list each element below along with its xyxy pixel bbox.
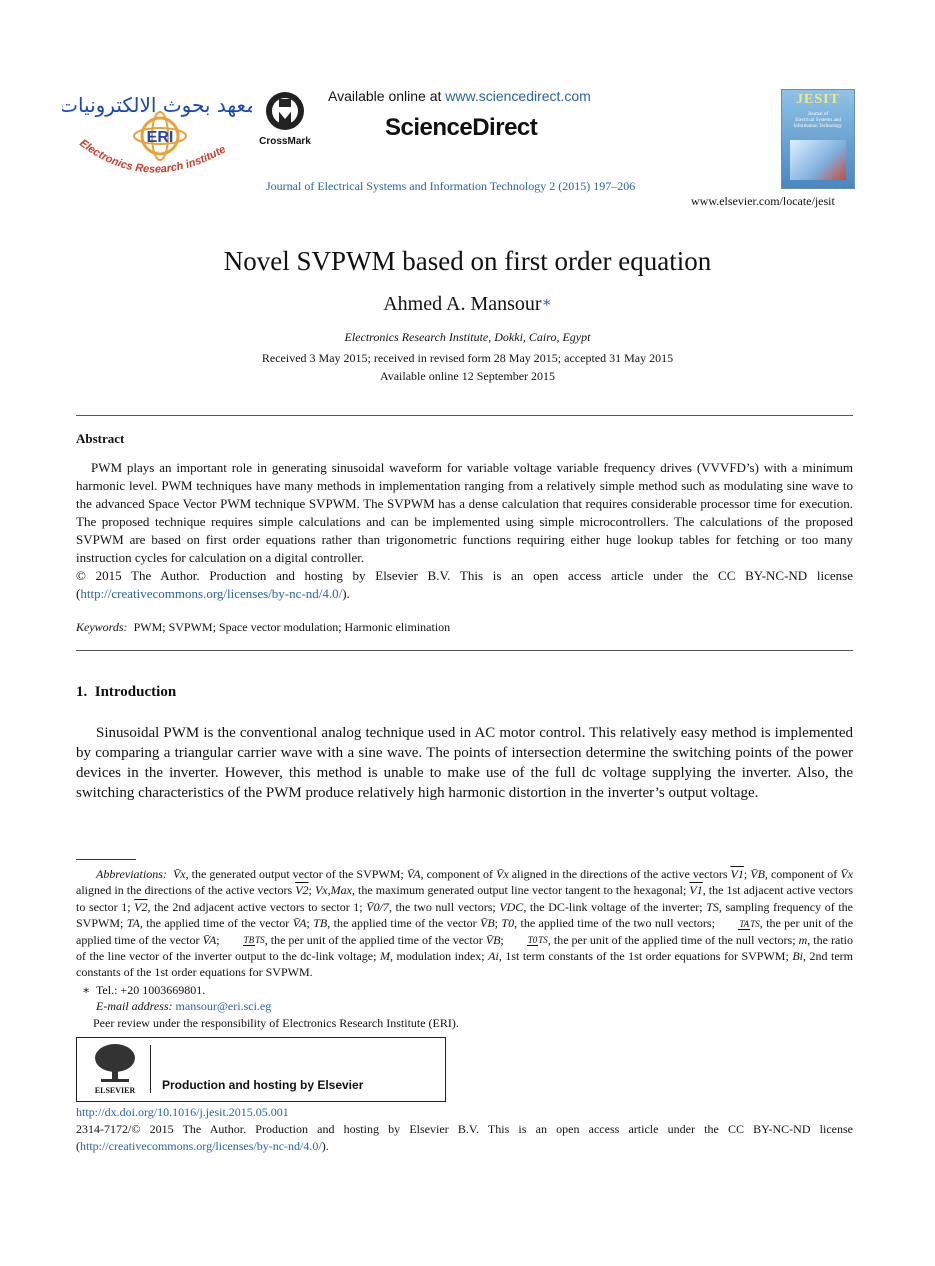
issn-license-open: ( xyxy=(76,1139,80,1153)
sciencedirect-link[interactable]: www.sciencedirect.com xyxy=(445,88,591,104)
abbrev-text: aligned in the directions of the active vectors xyxy=(76,883,296,898)
abbrev-sym: TS xyxy=(706,899,719,914)
author-name: Ahmed A. Mansour xyxy=(383,293,542,315)
abbrev-text: , the DC-link voltage of the inverter; xyxy=(523,899,707,914)
abbrev-sym: V̄B xyxy=(750,867,765,881)
abbrev-text: , the 2nd adjacent active vectors to sector 1; xyxy=(147,899,367,914)
keywords-label: Keywords: xyxy=(76,620,128,634)
abbrev-text: , 2nd term constants of the 1st order equations for SVPWM. xyxy=(76,949,853,980)
abbrev-text: , modulation index; xyxy=(389,949,489,964)
journal-citation[interactable]: Journal of Electrical Systems and Information Technology 2 (2015) 197–206 xyxy=(266,179,636,193)
abbrev-text: , the ratio of the line vector of the inverter output to the dc-link voltage; xyxy=(76,932,853,964)
abbrev-text: , the two null vectors; xyxy=(388,899,500,914)
crossmark-icon xyxy=(261,89,309,133)
abbrev-text: ; xyxy=(216,932,223,947)
cover-line-1: Journal of xyxy=(807,112,829,117)
issn-license-link[interactable]: http://creativecommons.org/licenses/by-nc-nd/4.0/ xyxy=(80,1139,322,1153)
abbrev-text: aligned in the directions of the active vectors xyxy=(508,867,731,881)
issn-license-close: ). xyxy=(321,1139,329,1153)
abbrev-sym: V2 xyxy=(295,883,309,898)
abbrev-sym: V̄A xyxy=(202,932,217,947)
abstract-body xyxy=(76,459,853,603)
rule-bottom xyxy=(76,650,853,651)
abbrev-text: ; xyxy=(494,916,502,931)
abbrev-sym: M xyxy=(379,949,390,964)
abbrev-text: , 1st term constants of the 1st order equations for SVPWM; xyxy=(498,949,793,964)
abbrev-sym: V̄0/7 xyxy=(366,899,389,914)
cover-title: JESIT xyxy=(796,92,840,107)
keywords-list: PWM; SVPWM; Space vector modulation; Harmonic elimination xyxy=(133,620,451,634)
institute-arabic-text: معهد بحوث الالكترونيات xyxy=(62,93,252,117)
abbrev-fraction: T0TS xyxy=(527,935,548,946)
email-link[interactable]: mansour@eri.sci.eg xyxy=(175,999,272,1013)
available-online-date: Available online 12 September 2015 xyxy=(379,369,556,383)
footnote-tel: ∗ Tel.: +20 1003669801. xyxy=(82,983,206,997)
abbrev-sym: V̄B xyxy=(479,916,495,931)
institute-logo-text: Electronics Research institute xyxy=(77,137,228,176)
elsevier-tree-icon xyxy=(93,1042,137,1084)
abbrev-text: , the 1st adjacent active vectors to sector 1; xyxy=(76,883,854,914)
abbrev-text: ; xyxy=(306,916,314,931)
abbrev-text: ; xyxy=(743,867,751,881)
abbrev-text: , the applied time of the two null vectors; xyxy=(514,916,719,931)
abbrev-sym: TB xyxy=(313,916,328,931)
abbrev-label: Abbreviations: xyxy=(96,867,167,881)
affiliation: Electronics Research Institute, Dokki, Cairo, Egypt xyxy=(344,330,591,344)
abbrev-sym: V̄A xyxy=(292,916,307,931)
elsevier-logo xyxy=(87,1042,143,1098)
abbrev-text: , the per unit of the applied time of the vector xyxy=(76,916,854,947)
email-label: E-mail address: xyxy=(96,999,173,1013)
institute-logo xyxy=(62,86,252,178)
abbrev-sym: V2 xyxy=(134,899,148,914)
sciencedirect-brand: ScienceDirect xyxy=(385,114,538,141)
elsevier-divider xyxy=(150,1045,151,1093)
abbrev-sym: V̄A xyxy=(406,867,421,881)
abbrev-sym: V1 xyxy=(730,867,744,881)
abstract-heading: Abstract xyxy=(76,431,125,446)
abbrev-text: , the applied time of the vector xyxy=(139,916,293,931)
svg-text:ERI: ERI xyxy=(146,129,174,146)
abstract-license-open: ( xyxy=(76,586,81,601)
abbrev-sym: VDC xyxy=(499,899,524,914)
issn-text: 2314-7172/© 2015 The Author. Production and hosting by Elsevier B.V. This is an open access article under the CC BY-NC-ND license xyxy=(76,1122,853,1136)
institute-logo-graphic xyxy=(62,86,252,178)
issn-line xyxy=(76,1121,853,1155)
footnote-rule xyxy=(76,859,136,860)
abbrev-sym: V̄B xyxy=(485,932,501,947)
abbrev-text: , the per unit of the applied time of the null vectors; xyxy=(547,932,799,947)
elsevier-label: ELSEVIER xyxy=(94,1086,136,1095)
abstract-text: PWM plays an important role in generating sinusoidal waveform for variable voltage variable frequency drives (VVVFD’s) with a minimum harmonic level. PWM techniques have many methods in implementation ranging from a relatively simple method such as modulating sine wave to the advanced Space Vector PWM technique SVPWM. The SVPWM has a dense calculation that requires considerable processor time for execution. The proposed technique requires simple calculations and can be implemented using simple microcontrollers. The calculations of the proposed SVPWM are based on first order equations rather than trigonometric functions requiring either huge lookup tables for fetching or too many instruction cycles for calculation on a digital controller. xyxy=(76,460,853,565)
elsevier-box xyxy=(76,1037,446,1102)
section-heading: 1. Introduction xyxy=(76,684,177,700)
article-title: Novel SVPWM based on first order equation xyxy=(223,246,712,276)
abbrev-text: , sampling frequency of the SVPWM; xyxy=(76,899,853,931)
crossmark-badge[interactable] xyxy=(256,89,314,147)
abbrev-sym: TA xyxy=(126,916,140,931)
author-footnote-mark[interactable]: ∗ xyxy=(541,295,552,311)
author-line xyxy=(0,293,935,316)
abbrev-fraction: TBTS xyxy=(243,935,265,946)
journal-cover xyxy=(781,89,855,189)
section-body: Sinusoidal PWM is the conventional analog technique used in AC motor control. This relatively easy method is implemented by comparing a triangular carrier wave with a sine wave. The points of intersection determine the switching points of the power devices in the inverter. However, this method is unable to make use of the full dc voltage supplying the inverter. Also, the switching characteristics of the PWM produce relatively high harmonic distortion in the inverter’s output voltage. xyxy=(76,725,853,801)
abbreviations xyxy=(76,866,853,981)
abbrev-text: , component of xyxy=(420,867,496,881)
abbrev-sym: V̄x xyxy=(172,867,186,881)
available-online xyxy=(328,88,591,104)
abstract-license-close: ). xyxy=(342,586,350,601)
abbrev-fraction: TATS xyxy=(739,918,760,929)
doi-link[interactable]: http://dx.doi.org/10.1016/j.jesit.2015.05.001 xyxy=(76,1105,289,1119)
abbrev-text: ; xyxy=(500,932,507,947)
abbrev-sym: T0 xyxy=(501,916,515,931)
rule-top xyxy=(76,415,853,416)
abbrev-sym: V̄x xyxy=(496,867,509,881)
abbrev-sym: Vx,Max xyxy=(314,883,352,898)
abbrev-sym: m xyxy=(798,932,808,947)
abbrev-text: , the generated output vector of the SVPWM; xyxy=(185,867,407,881)
abbrev-text: , the maximum generated output line vector tangent to the hexagonal; xyxy=(351,883,690,898)
elsevier-hosting: Production and hosting by Elsevier xyxy=(162,1078,364,1092)
abstract-copyright-text: © 2015 The Author. Production and hosting by Elsevier B.V. This is an open access article under the CC BY-NC-ND license xyxy=(76,568,853,583)
abstract-license-link[interactable]: http://creativecommons.org/licenses/by-nc-nd/4.0/ xyxy=(80,586,343,601)
abbrev-sym: V̄x xyxy=(840,867,853,881)
crossmark-label: CrossMark xyxy=(259,136,311,147)
abbrev-sym: V1 xyxy=(689,883,703,898)
abbrev-text: , the per unit of the applied time of the vector xyxy=(264,932,486,947)
abstract-copyright xyxy=(76,567,853,603)
abbrev-text: , the applied time of the vector xyxy=(327,916,480,931)
received-dates: Received 3 May 2015; received in revised form 28 May 2015; accepted 31 May 2015 xyxy=(261,351,674,365)
footnote-email xyxy=(96,999,271,1014)
peer-review: Peer review under the responsibility of Electronics Research Institute (ERI). xyxy=(93,1016,459,1030)
abbrev-sym: Bi xyxy=(792,949,803,964)
cover-line-2: Electrical Systems and xyxy=(795,118,841,123)
abbrev-text: ; xyxy=(308,883,315,898)
abbrev-text: , component of xyxy=(764,867,841,881)
available-prefix: Available online at xyxy=(328,88,446,104)
journal-url[interactable]: www.elsevier.com/locate/jesit xyxy=(691,194,835,208)
abbrev-sym: Ai xyxy=(488,949,499,964)
keywords xyxy=(76,620,450,635)
cover-image xyxy=(790,140,846,180)
cover-line-3: Information Technology xyxy=(793,124,843,129)
